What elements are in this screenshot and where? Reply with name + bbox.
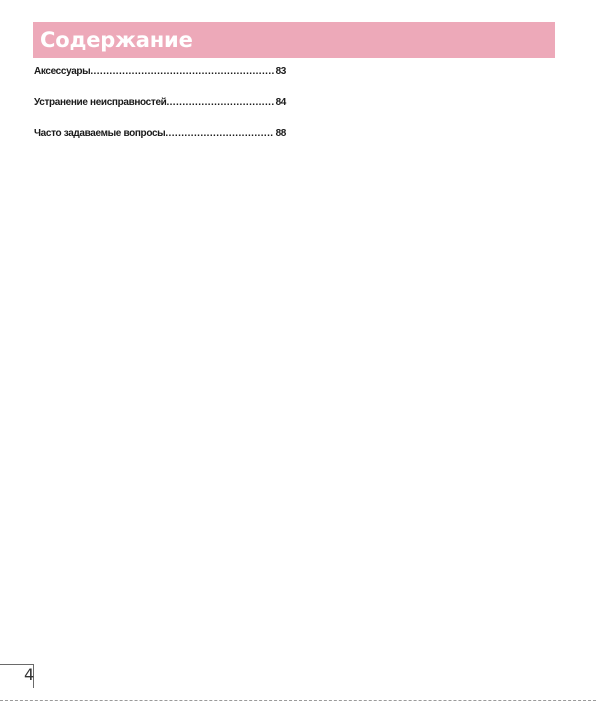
toc-dot-leader [90,66,273,77]
toc-entry-label: Аксессуары [34,66,91,77]
toc-entry-label: Устранение неисправностей [34,97,167,108]
toc-entry-troubleshooting[interactable] [34,97,286,111]
page-number: 4 [24,665,35,684]
title-banner [33,22,555,58]
toc-entry-faq[interactable] [34,128,286,142]
toc-entry-accessories[interactable] [34,66,286,80]
page-title: Содержание [40,27,193,52]
toc-entry-page: 88 [275,128,286,139]
toc-entry-label: Часто задаваемые вопросы [34,128,166,139]
toc-entry-page: 83 [275,66,286,77]
page-bottom-edge [0,700,596,701]
toc-dot-leader [166,97,273,108]
toc-entry-page: 84 [275,97,286,108]
toc-dot-leader [165,128,273,139]
table-of-contents [34,66,286,159]
